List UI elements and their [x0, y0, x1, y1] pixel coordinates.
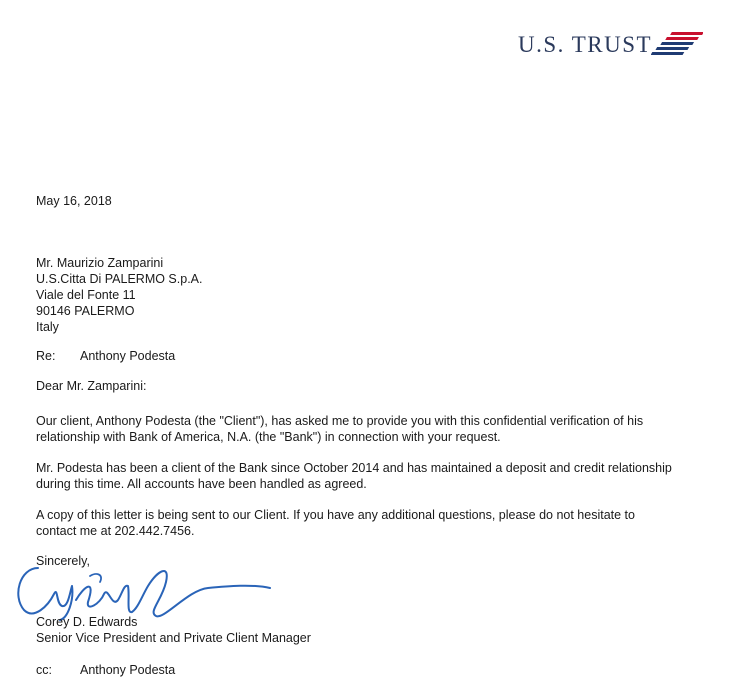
brand-name: U.S. TRUST — [518, 32, 653, 57]
paragraph-line: contact me at 202.442.7456. — [36, 524, 195, 538]
paragraph-line: Mr. Podesta has been a client of the Bank since October 2014 and has maintained a deposit and credit relationship — [36, 461, 672, 475]
re-label: Re: — [36, 349, 56, 363]
paragraph-line: Our client, Anthony Podesta (the "Client"), has asked me to provide you with this confidential verification of his — [36, 414, 644, 428]
recipient-street: Viale del Fonte 11 — [36, 288, 136, 302]
cc-label: cc: — [36, 663, 52, 677]
recipient-country: Italy — [36, 320, 59, 334]
closing: Sincerely, — [36, 554, 90, 568]
paragraph-line: A copy of this letter is being sent to our Client. If you have any additional questions, please do not hesitate to — [36, 508, 635, 522]
flag-logo-icon — [651, 30, 703, 56]
paragraph-line: during this time. All accounts have been handled as agreed. — [36, 477, 367, 491]
recipient-city: 90146 PALERMO — [36, 304, 135, 318]
signer-name: Corey D. Edwards — [36, 615, 138, 629]
re-value: Anthony Podesta — [80, 349, 176, 363]
recipient-company: U.S.Citta Di PALERMO S.p.A. — [36, 272, 203, 286]
letter-date: May 16, 2018 — [36, 194, 112, 208]
paragraph-line: relationship with Bank of America, N.A. (the "Bank") in connection with your request. — [36, 430, 501, 444]
salutation: Dear Mr. Zamparini: — [36, 379, 147, 393]
signer-title: Senior Vice President and Private Client Manager — [36, 631, 311, 645]
recipient-name: Mr. Maurizio Zamparini — [36, 256, 164, 270]
cc-value: Anthony Podesta — [80, 663, 176, 677]
